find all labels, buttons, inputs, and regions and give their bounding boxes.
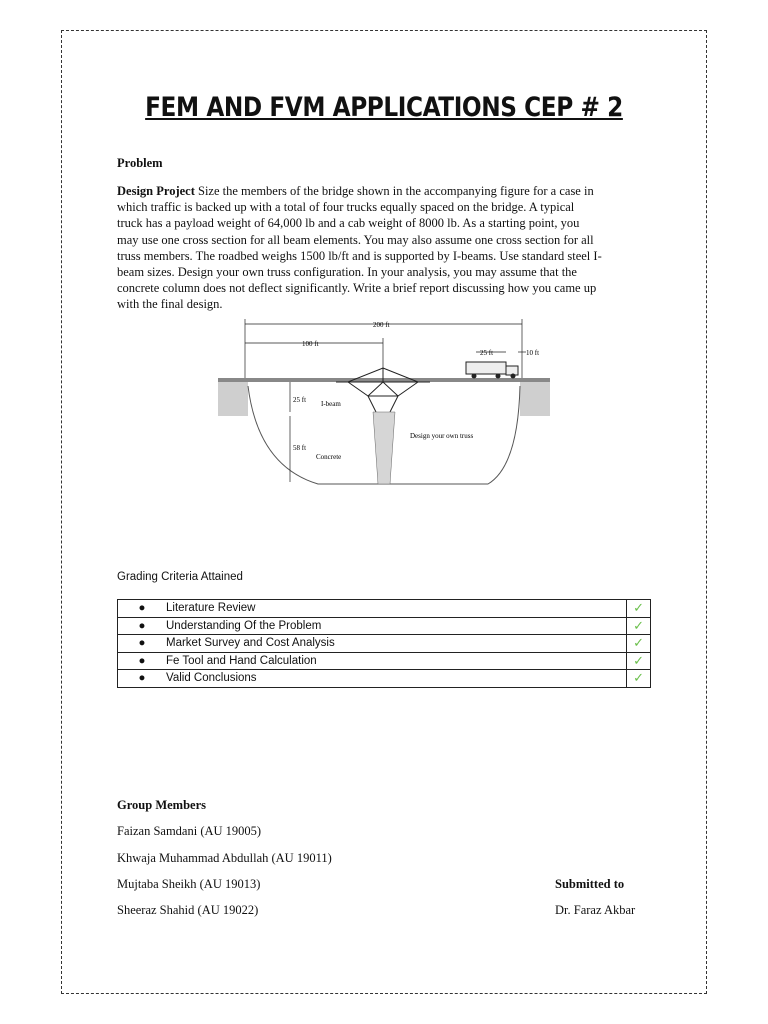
left-bank [218, 378, 248, 416]
bullet: ● [138, 637, 146, 650]
design-project-label: Design Project [117, 184, 195, 198]
page-border [61, 30, 707, 994]
dim-column-height-label: 58 ft [293, 444, 307, 452]
table-row [118, 652, 651, 670]
bullet: ● [138, 672, 146, 685]
dim-cab-label: 10 ft [526, 349, 540, 357]
concrete-label: Concrete [316, 453, 342, 461]
bullet: ● [138, 602, 146, 615]
table-row [118, 617, 651, 635]
dim-truck-label: 25 ft [480, 349, 494, 357]
submitted-to-name: Dr. Faraz Akbar [555, 903, 636, 917]
truss-label: Design your own truss [410, 432, 474, 440]
submitted-to-heading: Submitted to [555, 877, 625, 891]
group-members-heading: Group Members [117, 798, 206, 812]
group-member: Sheeraz Shahid (AU 19022) [117, 903, 259, 917]
checkmark-icon: ✓ [633, 635, 644, 651]
checkmark-icon: ✓ [633, 600, 644, 616]
checkmark-icon: ✓ [633, 670, 644, 686]
criteria-item: Literature Review [166, 602, 256, 615]
dim-truss-height-label: 25 ft [293, 396, 307, 404]
bridge-figure [218, 316, 550, 488]
bullet: ● [138, 654, 146, 667]
document-title: FEM AND FVM APPLICATIONS CEP # 2 [145, 92, 623, 123]
group-member: Faizan Samdani (AU 19005) [117, 824, 262, 838]
table-row [118, 600, 651, 618]
design-project-text: Size the members of the bridge shown in the accompanying figure for a case in which traffic is backed up with a total of four trucks equally spaced on the bridge. A typical truck has a payload weight of 64,000 lb and a cab weight of 8000 lb. As a starting point, you may use one cross section for all beam elements. You may also assume one cross section for all truss members. The roadbed weighs 1500 lb/ft and is supported by I-beams. Use standard steel I-beam sizes. Design your own truss configuration. In your analysis, you may assume that the concrete column does not deflect significantly. Write a brief report discussing how you came up with the final design. [117, 184, 602, 312]
ibeam-label: I-beam [321, 400, 341, 408]
dim-half-label: 100 ft [302, 340, 319, 348]
group-member: Mujtaba Sheikh (AU 19013) [117, 877, 261, 891]
checkmark-icon: ✓ [633, 652, 644, 668]
criteria-item: Understanding Of the Problem [166, 619, 322, 632]
right-bank [520, 378, 550, 416]
checkmark-icon: ✓ [633, 617, 644, 633]
criteria-item: Market Survey and Cost Analysis [166, 637, 335, 650]
problem-heading: Problem [117, 156, 163, 170]
bullet: ● [138, 619, 146, 632]
dim-total-label: 200 ft [373, 321, 390, 329]
problem-statement [117, 183, 602, 313]
grading-table [117, 599, 651, 688]
truck [466, 362, 518, 379]
criteria-item: Valid Conclusions [166, 672, 257, 685]
grading-label: Grading Criteria Attained [117, 571, 243, 583]
concrete-column [373, 412, 395, 484]
roadbed [218, 378, 550, 382]
table-row [118, 670, 651, 688]
group-member: Khwaja Muhammad Abdullah (AU 19011) [117, 851, 332, 865]
criteria-item: Fe Tool and Hand Calculation [166, 654, 317, 667]
table-row [118, 635, 651, 653]
